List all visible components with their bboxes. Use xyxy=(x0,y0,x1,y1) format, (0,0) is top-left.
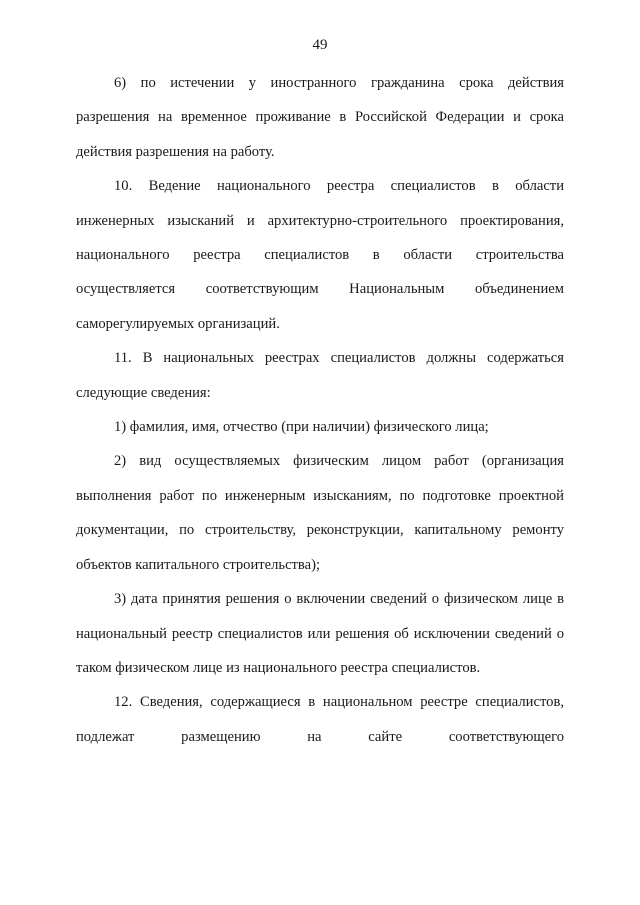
page-number: 49 xyxy=(312,37,328,53)
paragraph-item-1: 1) фамилия, имя, отчество (при наличии) физического лица; xyxy=(114,419,489,436)
paragraph-11: 11. В национальных реестрах специалистов должны содержаться следующие сведения: xyxy=(76,350,564,401)
document-body xyxy=(76,66,564,754)
paragraph-item-3: 3) дата принятия решения о включении сведений о физическом лице в национальный реестр специалистов или решения об исключении сведений о таком физическом лице из национального реестра специалистов. xyxy=(76,591,564,676)
paragraph-12: 12. Сведения, содержащиеся в национальном реестре специалистов, подлежат размещению на сайте соответствующего xyxy=(76,694,564,745)
paragraph-item-6: 6) по истечении у иностранного гражданина срока действия разрешения на временное проживание в Российской Федерации и срока действия разрешения на работу. xyxy=(76,75,564,160)
paragraph-item-2: 2) вид осуществляемых физическим лицом работ (организация выполнения работ по инженерным изысканиям, по подготовке проектной документации, по строительству, реконструкции, капитальному ремонту объектов капитального строительства); xyxy=(76,453,564,573)
paragraph-10: 10. Ведение национального реестра специалистов в области инженерных изысканий и архитектурно-строительного проектирования, национального реестра специалистов в области строительства осуществляется соответствующим Национальным объединением саморегулируемых организаций. xyxy=(76,178,564,332)
